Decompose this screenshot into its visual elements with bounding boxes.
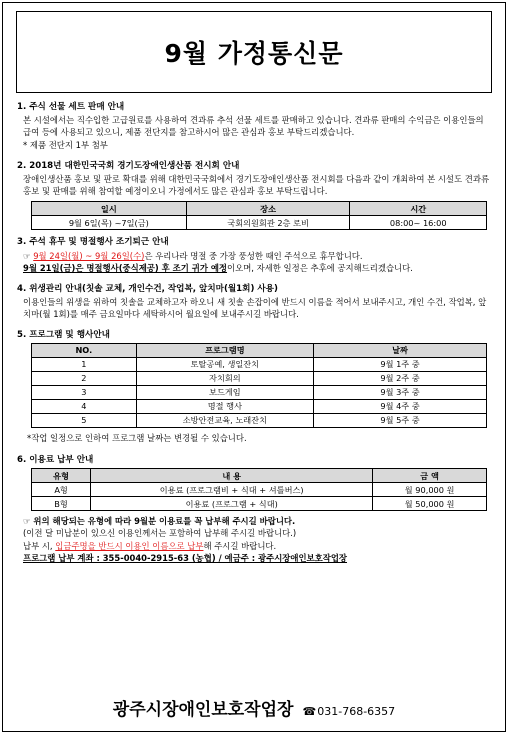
table-cell: A형 xyxy=(32,483,91,497)
payer-note-suffix: 해 주시길 바랍니다. xyxy=(203,540,277,551)
table-row xyxy=(32,216,487,230)
table-cell: 9월 1주 중 xyxy=(314,357,487,371)
phone-number: 031-768-6357 xyxy=(317,705,396,718)
table-header: 프로그램명 xyxy=(136,343,313,357)
holiday-line-2 xyxy=(17,262,493,274)
table-row xyxy=(32,399,487,413)
table-header: 유형 xyxy=(32,469,91,483)
footer xyxy=(3,695,505,720)
section-programs xyxy=(17,329,493,444)
fee-table xyxy=(31,468,487,511)
section-body: 본 시설에서는 직수입한 고급원료를 사용하여 견과류 추석 선물 세트를 판매하고 있습니다. 견과류 판매의 수익금은 이용인들의 급여 등에 사용되고 있으니, 제품 전단지를 참고하시어 많은 관심과 홍보 부탁드리겠습니다. xyxy=(23,115,484,138)
table-row xyxy=(32,371,487,385)
section-chuseok-gift xyxy=(17,101,493,151)
table-cell: 5 xyxy=(32,413,137,427)
holiday-dates: 9월 24일(월) ~ 9월 26일(수) xyxy=(33,250,145,261)
section-body: 이용인들의 위생을 위하여 칫솔을 교체하고자 하오니 새 칫솔 손잡이에 반드시 이름을 적어서 보내주시고, 개인 수건, 작업복, 앞치마(월 1회)를 매주 금요일마다 세탁하시어 월요일에 보내주시길 바랍니다. xyxy=(23,297,487,320)
fee-payer-name-note xyxy=(17,540,493,552)
table-cell: 국회의원회관 2층 로비 xyxy=(186,216,350,230)
table-cell: 3 xyxy=(32,385,137,399)
table-cell: 9월 5주 중 xyxy=(314,413,487,427)
pointer-icon: ☞ xyxy=(23,250,31,261)
table-cell: B형 xyxy=(32,497,91,511)
table-row xyxy=(32,357,487,371)
table-cell: 보드게임 xyxy=(136,385,313,399)
early-leave-text: 이오며, 자세한 일정은 추후에 공지해드리겠습니다. xyxy=(227,262,413,273)
content xyxy=(17,97,493,564)
table-header: NO. xyxy=(32,343,137,357)
table-cell: 소방안전교육, 노래잔치 xyxy=(136,413,313,427)
table-cell: 4 xyxy=(32,399,137,413)
page-title: 9월 가정통신문 xyxy=(164,39,344,68)
table-header: 시간 xyxy=(350,202,487,216)
phone-icon: ☎ xyxy=(302,705,317,718)
table-row xyxy=(32,413,487,427)
table-header: 내 용 xyxy=(91,469,373,483)
section-body: 장애인생산품 홍보 및 판로 확대를 위해 대한민국국회에서 경기도장애인생산품 전시회를 다음과 같이 개최하여 본 시설도 견과류 홍보 및 판매를 위해 참여할 예정이오니 가정에서도 많은 관심과 홍보 부탁드립니다. xyxy=(23,174,490,197)
section-heading: 1. 주식 선물 세트 판매 안내 xyxy=(17,102,125,112)
section-hygiene xyxy=(17,283,493,321)
section-fees xyxy=(17,454,493,564)
program-table xyxy=(31,343,487,428)
bank-account: 프로그램 납부 계좌 : 355-0040-2915-63 (농협) / 예금주 : 광주시장애인보호작업장 xyxy=(23,552,348,563)
table-cell: 토탈공예, 생일잔치 xyxy=(136,357,313,371)
section-heading: 4. 위생관리 안내(칫솔 교체, 개인수건, 작업복, 앞치마(월1회) 사용) xyxy=(17,284,278,295)
exhibition-table xyxy=(31,201,487,230)
fee-reminder: ☞ 위의 해당되는 유형에 따라 9월분 이용료를 꼭 납부해 주시길 바랍니다. xyxy=(23,516,296,527)
table-cell: 9월 2주 중 xyxy=(314,371,487,385)
section-exhibition xyxy=(17,160,493,231)
payer-note-emphasis: 입금주명을 반드시 이용인 이름으로 납부 xyxy=(55,540,204,551)
table-cell: 08:00~ 16:00 xyxy=(350,216,487,230)
section-holiday xyxy=(17,236,493,274)
table-cell: 월 50,000 원 xyxy=(373,497,487,511)
table-header: 금 액 xyxy=(373,469,487,483)
section-heading: 2. 2018년 대한민국국회 경기도장애인생산품 전시회 안내 xyxy=(17,160,240,171)
section-heading: 6. 이용료 납부 안내 xyxy=(17,455,94,466)
program-note: *작업 일정으로 인하여 프로그램 날짜는 변경될 수 있습니다. xyxy=(27,432,247,443)
fee-arrears-note: (이전 달 미납분이 있으신 이용인께서는 포함하여 납부해 주시길 바랍니다.) xyxy=(23,528,297,539)
early-leave-note: 9월 21일(금)은 명절행사(중식제공) 후 조기 귀가 예정 xyxy=(23,262,228,273)
organization-name: 광주시장애인보호작업장 xyxy=(112,700,294,720)
title-box xyxy=(16,11,492,93)
table-cell: 자치회의 xyxy=(136,371,313,385)
section-heading: 3. 주석 휴무 및 명절행사 조기퇴근 안내 xyxy=(17,237,169,248)
table-row xyxy=(32,497,487,511)
document-page xyxy=(2,2,506,732)
table-header: 장소 xyxy=(186,202,350,216)
table-cell: 9월 6일(목) ~7일(금) xyxy=(32,216,187,230)
table-row xyxy=(32,385,487,399)
table-cell: 9월 3주 중 xyxy=(314,385,487,399)
table-cell: 이용료 (프로그램비 + 식대 + 셔틀버스) xyxy=(91,483,373,497)
holiday-text: 은 우리나라 명절 중 가장 풍성한 때인 주석으로 휴무합니다. xyxy=(144,250,363,261)
table-cell: 9월 4주 중 xyxy=(314,399,487,413)
table-cell: 명절 행사 xyxy=(136,399,313,413)
table-cell: 월 90,000 원 xyxy=(373,483,487,497)
table-row xyxy=(32,483,487,497)
table-header: 날짜 xyxy=(314,343,487,357)
holiday-line-1 xyxy=(17,250,493,262)
table-cell: 1 xyxy=(32,357,137,371)
section-heading: 5. 프로그램 및 행사안내 xyxy=(17,329,110,340)
payer-note-prefix: 납부 시, xyxy=(23,540,53,551)
table-cell: 이용료 (프로그램 + 식대) xyxy=(91,497,373,511)
table-header: 일시 xyxy=(32,202,187,216)
table-cell: 2 xyxy=(32,371,137,385)
section-note: * 제품 전단지 1부 첨부 xyxy=(23,139,108,150)
